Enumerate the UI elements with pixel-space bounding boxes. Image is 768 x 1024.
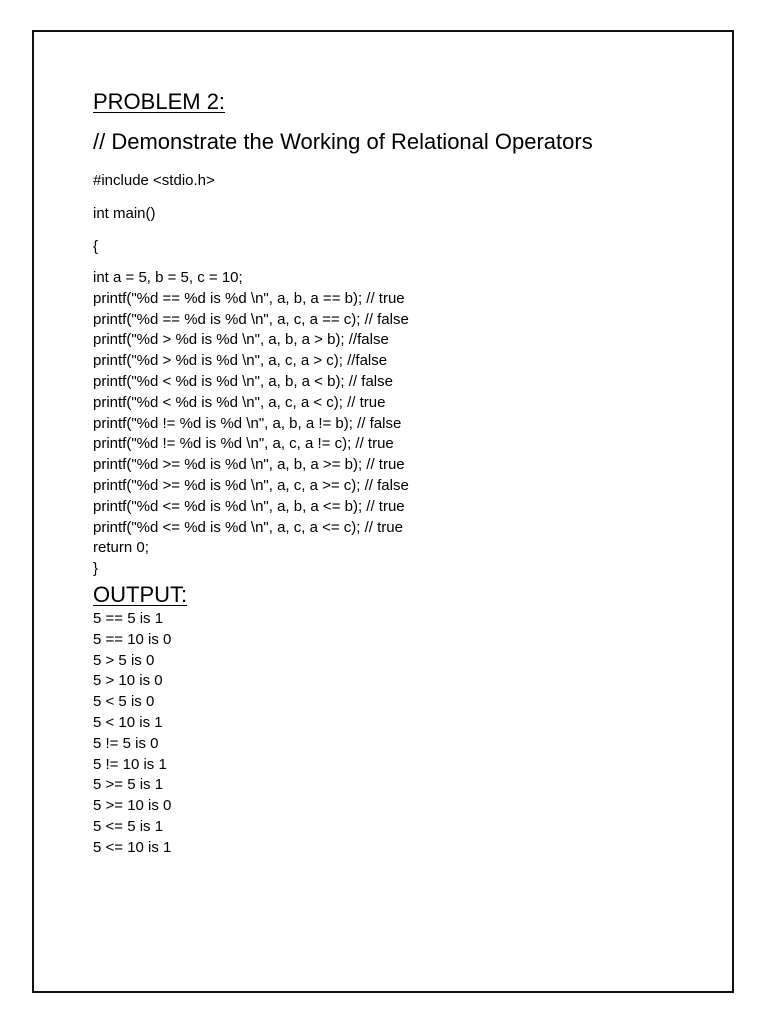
output-line: 5 <= 10 is 1	[93, 838, 172, 856]
program-comment-title: // Demonstrate the Working of Relational Operators	[93, 129, 593, 154]
code-line: printf("%d <= %d is %d \n", a, b, a <= b); // true	[93, 497, 405, 515]
document-content	[93, 84, 713, 859]
output-line: 5 >= 5 is 1	[93, 776, 164, 794]
code-line: printf("%d > %d is %d \n", a, b, a > b); //false	[93, 331, 389, 349]
output-line: 5 == 5 is 1	[93, 609, 164, 627]
code-line: printf("%d < %d is %d \n", a, c, a < c); // true	[93, 393, 386, 411]
code-line: int a = 5, b = 5, c = 10;	[93, 269, 243, 286]
output-line: 5 <= 5 is 1	[93, 817, 164, 835]
output-line: 5 >= 10 is 0	[93, 797, 172, 815]
code-block	[93, 268, 713, 580]
output-line: 5 < 10 is 1	[93, 713, 163, 731]
code-line: printf("%d >= %d is %d \n", a, c, a >= c); // false	[93, 476, 409, 494]
open-brace-line: {	[93, 238, 99, 255]
code-line: printf("%d > %d is %d \n", a, c, a > c); //false	[93, 352, 388, 370]
code-line: printf("%d <= %d is %d \n", a, c, a <= c); // true	[93, 518, 403, 536]
output-line: 5 != 10 is 1	[93, 755, 167, 773]
output-line: 5 != 5 is 0	[93, 734, 159, 752]
output-heading: OUTPUT:	[93, 581, 188, 607]
code-line: printf("%d >= %d is %d \n", a, b, a >= b); // true	[93, 456, 405, 474]
output-line: 5 == 10 is 0	[93, 630, 172, 648]
code-line: printf("%d != %d is %d \n", a, b, a != b); // false	[93, 414, 402, 432]
include-line: #include <stdio.h>	[93, 172, 215, 189]
code-line: }	[93, 560, 99, 578]
code-line: return 0;	[93, 539, 149, 557]
main-function-line: int main()	[93, 205, 156, 222]
problem-heading: PROBLEM 2:	[93, 89, 226, 114]
output-line: 5 < 5 is 0	[93, 693, 155, 711]
code-line: printf("%d < %d is %d \n", a, b, a < b); // false	[93, 372, 393, 390]
code-line: printf("%d != %d is %d \n", a, c, a != c); // true	[93, 435, 394, 453]
output-line: 5 > 10 is 0	[93, 672, 163, 690]
code-line: printf("%d == %d is %d \n", a, b, a == b); // true	[93, 289, 405, 307]
output-block	[93, 609, 713, 859]
code-line: printf("%d == %d is %d \n", a, c, a == c); // false	[93, 310, 409, 328]
output-line: 5 > 5 is 0	[93, 651, 155, 669]
